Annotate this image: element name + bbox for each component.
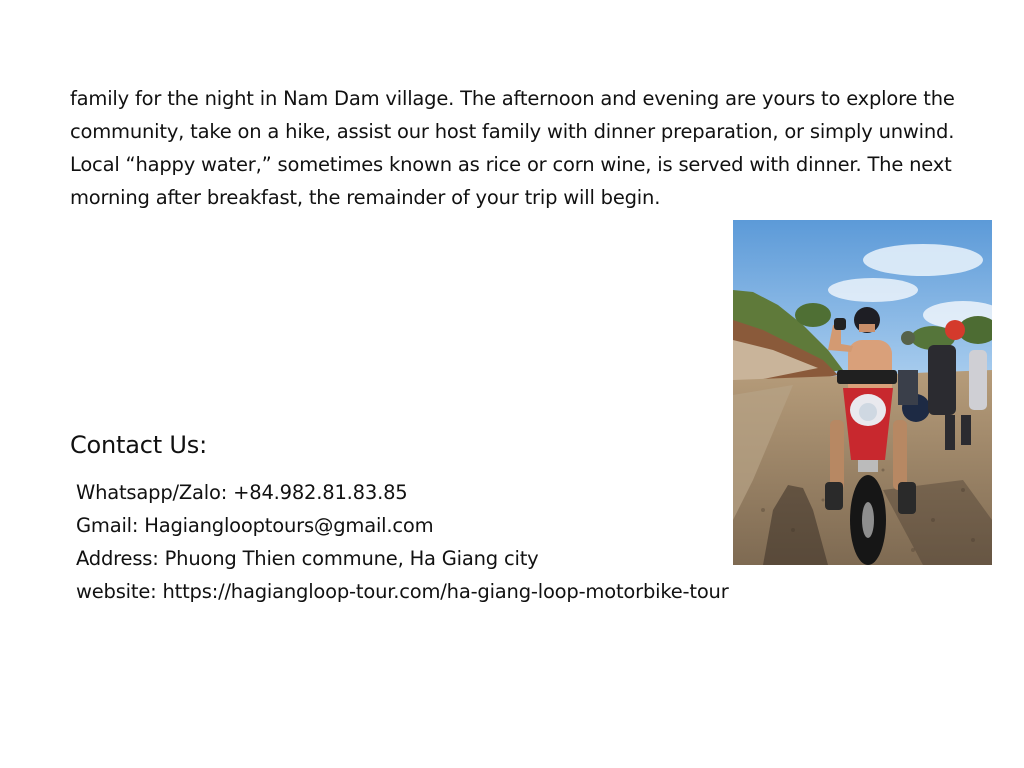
contact-gmail: Gmail: Hagianglooptours@gmail.com [76,514,434,537]
contact-details [76,476,729,608]
contact-heading: Contact Us: [70,431,207,459]
contact-website: website: https://hagiangloop-tour.com/ha-giang-loop-motorbike-tour [76,580,729,603]
motorbike-rider-photo [733,220,992,565]
contact-address: Address: Phuong Thien commune, Ha Giang city [76,547,539,570]
contact-whatsapp: Whatsapp/Zalo: +84.982.81.83.85 [76,481,408,504]
intro-paragraph: family for the night in Nam Dam village. The afternoon and evening are yours to explore the community, take on a hike, assist our host family with dinner preparation, or simply unwind. Local “happy water,” sometimes known as rice or corn wine, is served with dinner. The next morning after breakfast, the remainder of your trip will begin. [70,87,955,209]
